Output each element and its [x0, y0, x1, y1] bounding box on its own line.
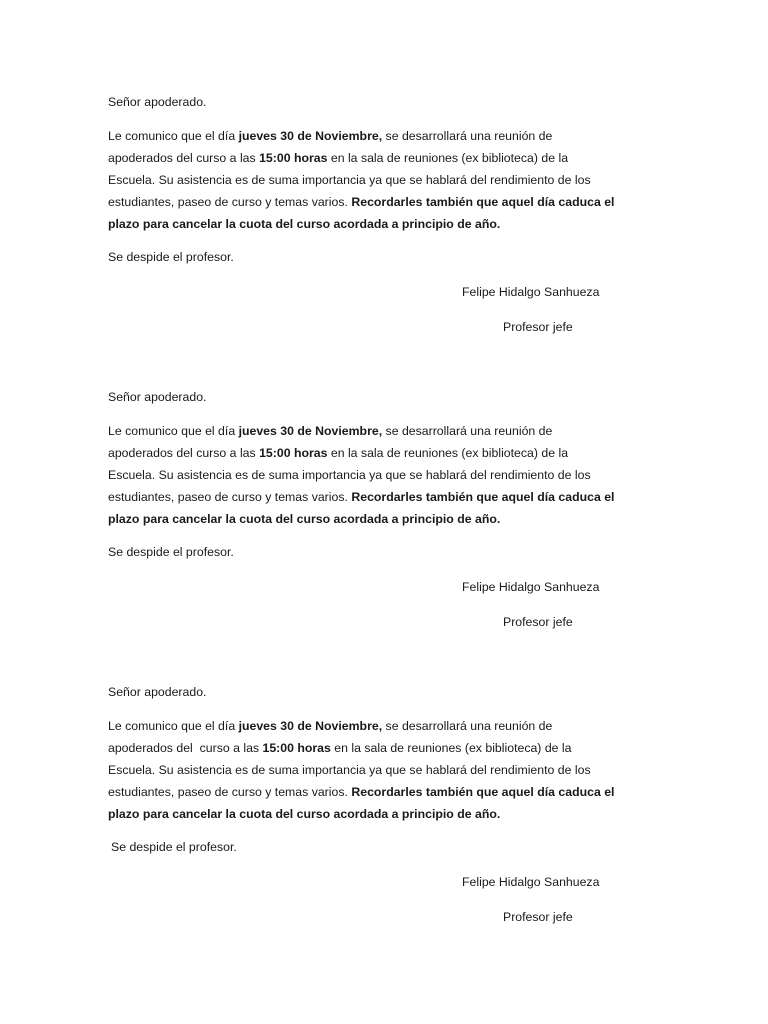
text-run: apoderados del curso a las: [108, 741, 263, 755]
body-line: [108, 737, 668, 759]
bold-run: Recordarles también que aquel día caduca el: [351, 195, 615, 209]
text-run: apoderados del curso a las: [108, 446, 260, 460]
farewell: Se despide el profesor.: [111, 840, 237, 854]
body-line: [108, 715, 668, 737]
bold-run: plazo para cancelar la cuota del curso acordada a principio de año.: [108, 217, 501, 231]
bold-run: jueves 30 de Noviembre,: [238, 719, 383, 733]
signer-title: Profesor jefe: [503, 320, 573, 334]
notice-body: [108, 420, 668, 530]
notice-body: [108, 125, 668, 235]
bold-run: 15:00 horas: [259, 151, 328, 165]
notice-2: [108, 387, 668, 629]
text-run: estudiantes, paseo de curso y temas varios.: [108, 490, 352, 504]
body-line: [108, 508, 668, 530]
body-line: [108, 464, 668, 486]
farewell: Se despide el profesor.: [108, 545, 234, 559]
signer-name: Felipe Hidalgo Sanhueza: [462, 875, 600, 889]
bold-run: 15:00 horas: [259, 446, 328, 460]
text-run: Le comunico que el día: [108, 129, 239, 143]
body-line: [108, 803, 668, 825]
signer-title: Profesor jefe: [503, 615, 573, 629]
text-run: apoderados del curso a las: [108, 151, 260, 165]
bold-run: plazo para cancelar la cuota del curso acordada a principio de año.: [108, 512, 501, 526]
body-line: [108, 759, 668, 781]
text-run: Le comunico que el día: [108, 424, 239, 438]
text-run: estudiantes, paseo de curso y temas varios.: [108, 195, 352, 209]
text-run: estudiantes, paseo de curso y temas varios.: [108, 785, 352, 799]
body-line: [108, 420, 668, 442]
text-run: se desarrollará una reunión de: [382, 719, 553, 733]
text-run: Le comunico que el día: [108, 719, 239, 733]
notice-1: [108, 92, 668, 334]
notice-body: [108, 715, 668, 825]
bold-run: 15:00 horas: [262, 741, 331, 755]
text-run: en la sala de reuniones (ex biblioteca) de la: [327, 151, 569, 165]
body-line: [108, 442, 668, 464]
salutation: Señor apoderado.: [108, 390, 207, 404]
salutation: Señor apoderado.: [108, 685, 207, 699]
text-run: se desarrollará una reunión de: [382, 424, 553, 438]
text-run: en la sala de reuniones (ex biblioteca) de la: [330, 741, 572, 755]
bold-run: jueves 30 de Noviembre,: [238, 424, 383, 438]
text-run: Escuela. Su asistencia es de suma importancia ya que se hablará del rendimiento de los: [108, 173, 591, 187]
notice-3: [108, 682, 668, 924]
farewell: Se despide el profesor.: [108, 250, 234, 264]
body-line: [108, 191, 668, 213]
signer-title: Profesor jefe: [503, 910, 573, 924]
bold-run: Recordarles también que aquel día caduca el: [351, 785, 615, 799]
body-line: [108, 169, 668, 191]
bold-run: plazo para cancelar la cuota del curso acordada a principio de año.: [108, 807, 501, 821]
bold-run: jueves 30 de Noviembre,: [238, 129, 383, 143]
text-run: se desarrollará una reunión de: [382, 129, 553, 143]
body-line: [108, 781, 668, 803]
signer-name: Felipe Hidalgo Sanhueza: [462, 285, 600, 299]
body-line: [108, 486, 668, 508]
text-run: en la sala de reuniones (ex biblioteca) de la: [327, 446, 569, 460]
body-line: [108, 147, 668, 169]
body-line: [108, 125, 668, 147]
text-run: Escuela. Su asistencia es de suma importancia ya que se hablará del rendimiento de los: [108, 468, 591, 482]
text-run: Escuela. Su asistencia es de suma importancia ya que se hablará del rendimiento de los: [108, 763, 591, 777]
salutation: Señor apoderado.: [108, 95, 207, 109]
signer-name: Felipe Hidalgo Sanhueza: [462, 580, 600, 594]
body-line: [108, 213, 668, 235]
bold-run: Recordarles también que aquel día caduca el: [351, 490, 615, 504]
